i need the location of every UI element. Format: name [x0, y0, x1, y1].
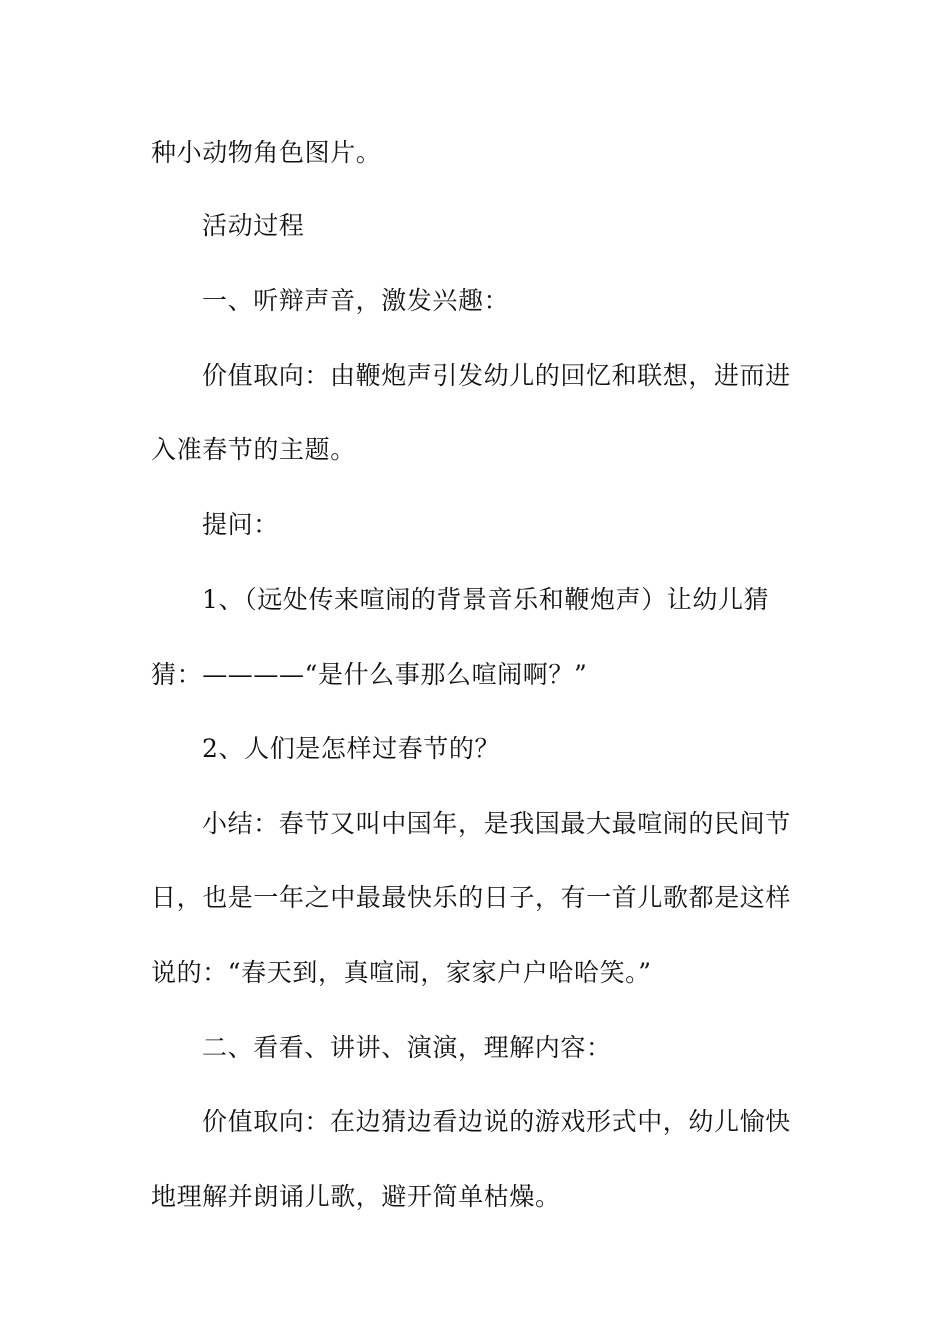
- text-line: 小结：春节又叫中国年，是我国最大最喧闹的民间节: [202, 809, 791, 838]
- text-line: 提问：: [202, 510, 279, 539]
- text-line: 猜：————“是什么事那么喧闹啊？”: [151, 660, 588, 689]
- text-line: 2、人们是怎样过春节的？: [202, 734, 501, 763]
- text-line: 日，也是一年之中最最快乐的日子，有一首儿歌都是这样: [151, 883, 792, 912]
- text-line: 种小动物角色图片。: [151, 138, 382, 167]
- section-heading: 一、听辩声音，激发兴趣：: [202, 286, 510, 315]
- text-line: 1、（远处传来喧闹的背景音乐和鞭炮声）让幼儿猜: [202, 585, 770, 614]
- text-line: 说的：“春天到，真喧闹，家家户户哈哈笑。”: [151, 958, 652, 987]
- section-heading: 二、看看、讲讲、演演，理解内容：: [202, 1033, 612, 1062]
- text-line: 地理解并朗诵儿歌，避开简单枯燥。: [151, 1182, 561, 1211]
- section-heading: 活动过程: [202, 211, 305, 240]
- text-line: 入准春节的主题。: [151, 435, 356, 464]
- text-line: 价值取向：在边猜边看边说的游戏形式中，幼儿愉快: [202, 1107, 791, 1136]
- text-line: 价值取向：由鞭炮声引发幼儿的回忆和联想，进而进: [202, 361, 791, 390]
